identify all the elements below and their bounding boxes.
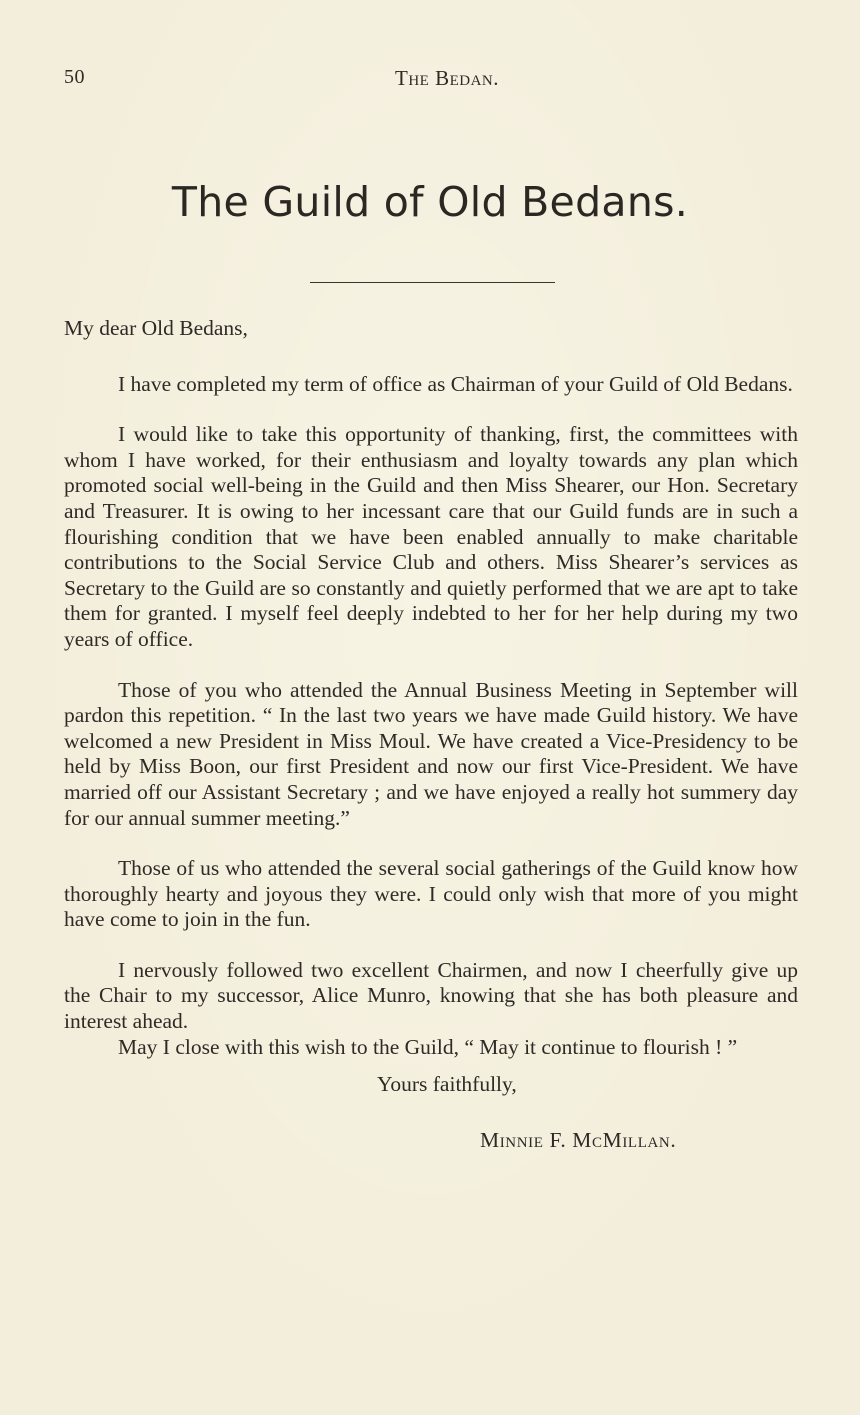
paragraph-thanks: I would like to take this opportunity of thanking, first, the committees with whom I have worked, for their enthusiasm and loyalty towards any plan which promoted social well-being in the Guild and then Miss Shearer, our Hon. Secretary and Treasurer. It is owing to her incessant care that our Guild funds are in such a flourishing condition that we have been enabled annually to make charitable contributions to the Social Service Club and others. Miss Shearer’s services as Secretary to the Guild are so constantly and quietly performed that we are apt to take them for granted. I myself feel deeply indebted to her for her help during my two years of office.	[64, 422, 798, 651]
paragraph-closing-wish: May I close with this wish to the Guild, “ May it continue to flourish ! ”	[118, 1034, 738, 1059]
title-divider-rule	[310, 282, 555, 283]
paragraph-business-meeting: Those of you who attended the Annual Business Meeting in September will pardon this repetition. “ In the last two years we have made Guild history. We have welcomed a new President in Miss Moul. We have created a Vice-Presidency to be held by Miss Boon, our first President and now our first Vice-President. We have married off our Assistant Secretary ; and we have enjoyed a really hot summery day for our annual summer meeting.”	[64, 677, 798, 830]
page-number: 50	[64, 66, 85, 88]
journal-title: The Bedan.	[395, 66, 499, 90]
closing: Yours faithfully,	[377, 1072, 517, 1097]
paragraph-term-completed: I have completed my term of office as Chairman of your Guild of Old Bedans.	[118, 371, 793, 396]
letter-body	[64, 316, 798, 1153]
running-head	[64, 66, 800, 96]
signature: Minnie F. McMillan.	[480, 1127, 677, 1152]
article-title: The Guild of Old Bedans.	[171, 178, 689, 226]
paragraph-successor: I nervously followed two excellent Chairmen, and now I cheerfully give up the Chair to my successor, Alice Munro, knowing that she has both pleasure and interest ahead.	[64, 957, 798, 1034]
salutation: My dear Old Bedans,	[64, 316, 248, 340]
paragraph-social-gatherings: Those of us who attended the several social gatherings of the Guild know how thoroughly hearty and joyous they were. I could only wish that more of you might have come to join in the fun.	[64, 856, 798, 932]
